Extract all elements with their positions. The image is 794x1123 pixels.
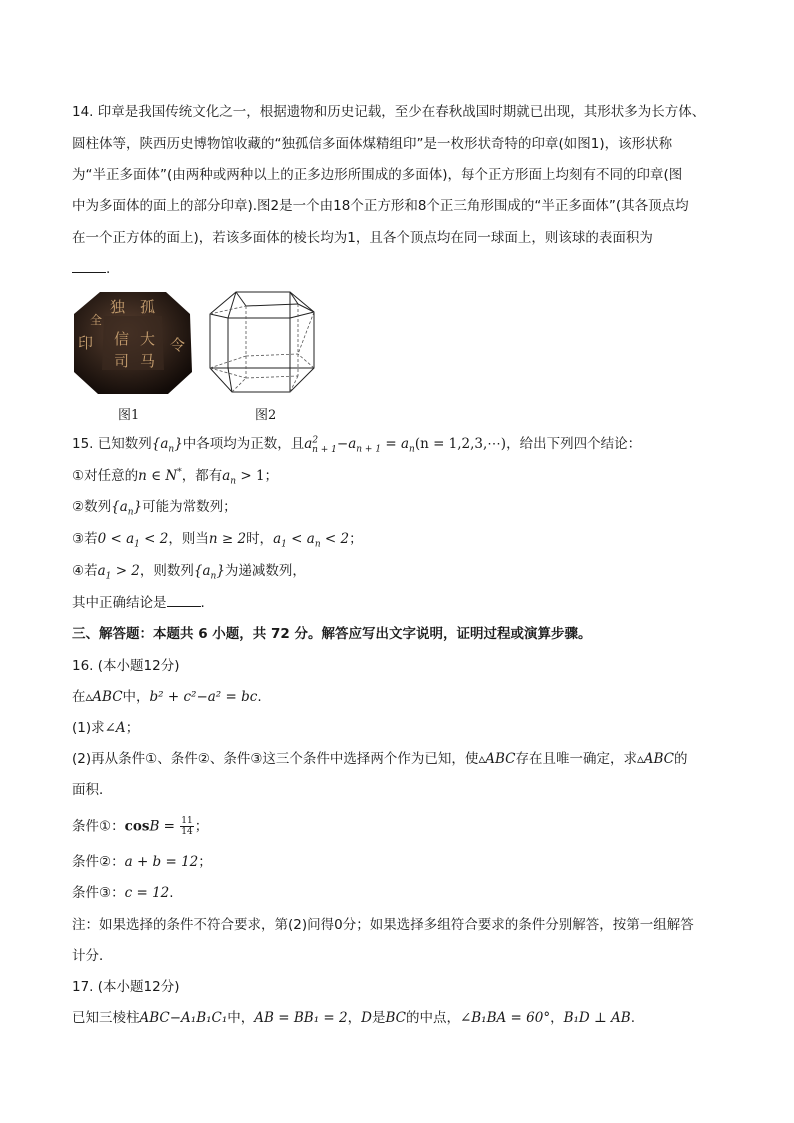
q15-conclusion-1: ①对任意的n ∈ N*，都有$a_n > 1$； [72,467,279,487]
seal-photo-figure [70,288,196,398]
q16-stem: 在▵ABC中，b² + c²−a² = bc. [72,689,262,705]
seal-char: 孤 [140,298,156,316]
punct: . [106,261,111,277]
q14-line-3: 为“半正多面体”(由两种或两种以上的正多边形所围成的多面体)，每个正方形面上均刻有不同的印章(图 [72,167,683,183]
q16-condition-3: 条件③：c = 12. [72,885,174,901]
q16-condition-2: 条件②：a + b = 12； [72,854,212,870]
seal-char: 司 [114,352,130,370]
q16-condition-1: 条件①：cosB = $\frac{11}{14}$ ； [72,816,209,837]
q15-answer-line: 其中正确结论是 . [72,595,205,611]
q17-stem: 已知三棱柱ABC−A₁B₁C₁中，AB = BB₁ = 2，D是BC的中点，∠B₁BA = 60°，B₁D ⊥ AB. [72,1010,635,1026]
q14-line-1: 14. 印章是我国传统文化之一，根据遗物和历史记载，至少在春秋战国时期就已出现，其形状多为长方体、 [72,104,706,120]
seal-char: 令 [170,336,186,354]
q16-note-line-2: 计分． [72,948,113,964]
q15-conclusion-3: ③若$0 < a_1 < 2$，则当n ≥ 2时，$a_1 < a_n < 2$； [72,531,363,550]
q14-line-6 [72,259,110,279]
section-3-heading: 三、解答题：本题共 6 小题，共 72 分。解答应写出文字说明，证明过程或演算步骤。 [72,626,592,642]
q16-part-1: (1)求∠A； [72,720,140,736]
seal-char: 信 [114,330,130,348]
seal-char: 全 [90,313,103,327]
q16-note-line-1: 注：如果选择的条件不符合要求，第(2)问得0分；如果选择多组符合要求的条件分别解答，按第一组解答 [72,917,694,933]
polyhedron-figure [206,288,318,398]
q16-heading: 16. (本小题12分) [72,658,180,674]
q14-line-2: 圆柱体等，陕西历史博物馆收藏的“独孤信多面体煤精组印”是一枚形状奇特的印章(如图1)，该形状称 [72,136,673,152]
seal-char: 印 [78,334,94,352]
figure-2-caption: 图2 [255,408,277,423]
figure-1-caption: 图1 [118,408,140,423]
q15-stem: 15. 已知数列$\{a_n\}$中各项均为正数，且$a^2_{n + 1}-a_{n + 1} = a_n(n$ = 1,2,3,⋯)，给出下列四个结论： [72,435,642,455]
q15-conclusion-2: ②数列$\{a_n\}$可能为常数列； [72,499,237,518]
q14-line-5: 在一个正方体的面上)，若该多面体的棱长均为1，且各个顶点均在同一球面上，则该球的表面积为 [72,230,653,246]
seal-char: 独 [110,298,126,316]
q17-heading: 17. (本小题12分) [72,979,180,995]
recurrence-formula: $a^2_{n + 1}-a_{n + 1} = a_n$ [304,435,415,455]
front-square [228,318,290,368]
seal-char: 马 [140,352,156,370]
seal-char: 大 [140,330,156,348]
q14-line-4: 中为多面体的面上的部分印章).图2是一个由18个正方形和8个正三角形围成的“半正多面体”(其各顶点均 [72,198,689,214]
q16-part-2-cont: 面积． [72,782,113,798]
answer-blank [167,594,201,607]
fraction: $\frac{11}{14}$ [181,816,193,837]
q15-conclusion-4: ④若$a_1 > 2$，则数列$\{a_n\}$为递减数列， [72,563,306,582]
answer-blank [72,260,106,273]
q16-part-2: (2)再从条件①、条件②、条件③这三个条件中选择两个作为已知，使▵ABC存在且唯一确定，求▵ABC的 [72,751,688,767]
